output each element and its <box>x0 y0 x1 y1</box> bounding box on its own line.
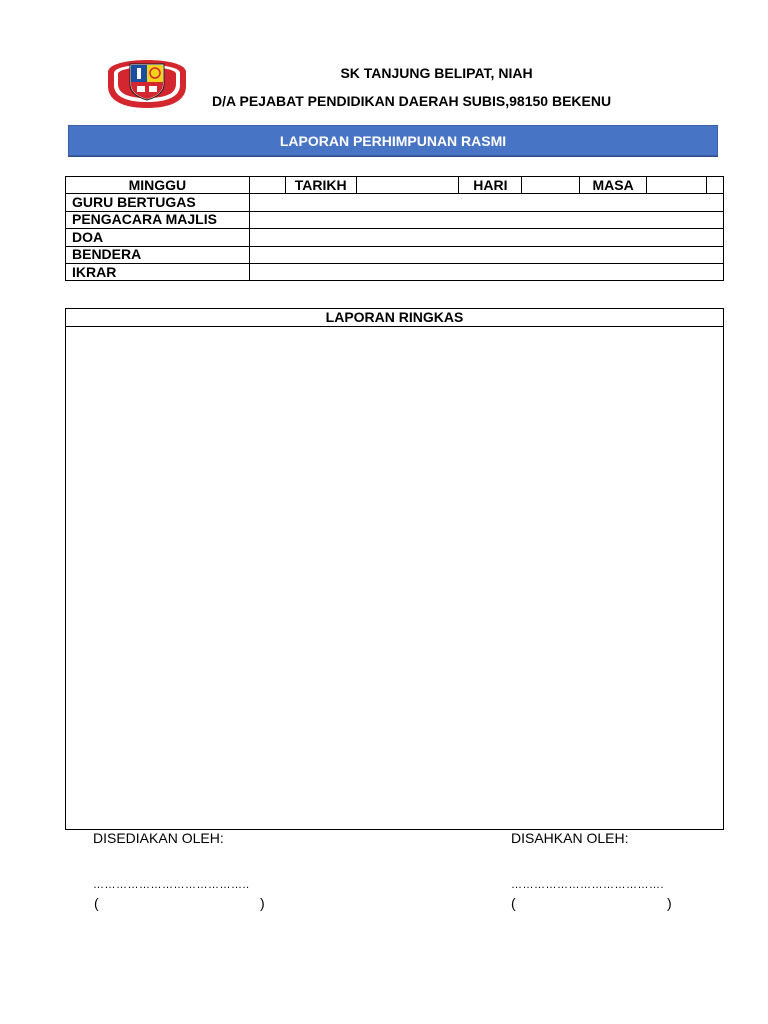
tarikh-label: TARIKH <box>285 177 356 194</box>
summary-content-area[interactable] <box>66 327 723 829</box>
report-title: LAPORAN PERHIMPUNAN RASMI <box>279 132 507 149</box>
report-title-bar <box>68 125 718 156</box>
guru-bertugas-label: GURU BERTUGAS <box>66 194 250 211</box>
verified-by-signature-line: …………………………………. <box>511 879 665 891</box>
doa-label: DOA <box>66 229 250 246</box>
table-row <box>66 177 724 194</box>
pengacara-majlis-label: PENGACARA MAJLIS <box>66 211 250 228</box>
ikrar-value[interactable] <box>249 263 723 280</box>
table-row <box>66 211 724 228</box>
summary-heading: LAPORAN RINGKAS <box>66 309 723 327</box>
school-address: D/A PEJABAT PENDIDIKAN DAERAH SUBIS,98150 BEKENU <box>212 93 612 109</box>
doa-value[interactable] <box>249 229 723 246</box>
masa-label: MASA <box>580 177 647 194</box>
verified-by-open-paren: ( <box>511 895 516 911</box>
assembly-info-table <box>65 176 724 281</box>
bendera-value[interactable] <box>249 246 723 263</box>
prepared-by-open-paren: ( <box>94 895 99 911</box>
guru-bertugas-value[interactable] <box>249 194 723 211</box>
table-row <box>66 246 724 263</box>
minggu-label: MINGGU <box>66 177 250 194</box>
minggu-value[interactable] <box>249 177 285 194</box>
bendera-label: BENDERA <box>66 246 250 263</box>
summary-box <box>65 308 724 830</box>
table-row <box>66 229 724 246</box>
prepared-by-signature-line: ………………………………….. <box>93 879 250 891</box>
table-row <box>66 194 724 211</box>
verified-by-label: DISAHKAN OLEH: <box>511 830 629 846</box>
hari-label: HARI <box>459 177 522 194</box>
prepared-by-close-paren: ) <box>260 895 265 911</box>
tarikh-value[interactable] <box>356 177 459 194</box>
pengacara-majlis-value[interactable] <box>249 211 723 228</box>
table-row <box>66 263 724 280</box>
masa-value[interactable] <box>647 177 707 194</box>
masa-extra <box>706 177 723 194</box>
prepared-by-label: DISEDIAKAN OLEH: <box>93 830 224 846</box>
school-name: SK TANJUNG BELIPAT, NIAH <box>340 65 533 81</box>
ikrar-label: IKRAR <box>66 263 250 280</box>
verified-by-close-paren: ) <box>667 895 672 911</box>
hari-value[interactable] <box>522 177 580 194</box>
